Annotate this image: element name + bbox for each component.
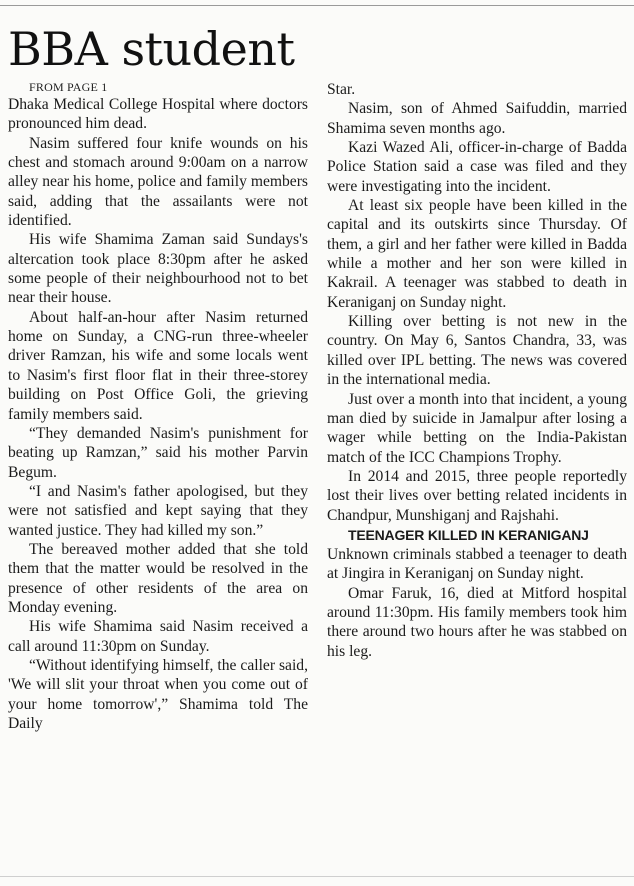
paragraph: Nasim suffered four knife wounds on his chest and stomach around 9:00am on a narrow alley near his home, police and family members said, adding that the assailants were not identified.	[8, 134, 308, 230]
paragraph: “Without identifying himself, the caller said, 'We will slit your throat when you come out of your home tomorrow',” Shamima told The Daily	[8, 656, 308, 732]
paragraph: At least six people have been killed in the capital and its outskirts since Thursday. Of them, a girl and her father were killed in Badda while a mother and her son were killed in Kakrail. A teenager was stabbed to death in Keraniganj on Sunday night.	[327, 197, 627, 311]
paragraph: “They demanded Nasim's punishment for beating up Ramzan,” said his mother Parvin Begum.	[8, 424, 308, 481]
bottom-rule	[0, 876, 634, 877]
paragraph: In 2014 and 2015, three people reportedly lost their lives over betting related incidents in Chandpur, Munshiganj and Rajshahi.	[327, 467, 627, 524]
paragraph: Star.	[327, 81, 356, 98]
paragraph: About half-an-hour after Nasim returned home on Sunday, a CNG-run three-wheeler driver Ramzan, his wife and some locals went to Nasim's first floor flat in their three-storey building on Post Office Goli, the grieving family members said.	[8, 308, 308, 423]
paragraph: Unknown criminals stabbed a teenager to death at Jingira in Keraniganj on Sunday night.	[327, 545, 627, 583]
paragraph: Dhaka Medical College Hospital where doctors pronounced him dead.	[8, 96, 308, 133]
continued-from-kicker: FROM PAGE 1	[29, 80, 108, 94]
paragraph: “I and Nasim's father apologised, but they were not satisfied and kept saying that they wanted justice. They had killed my son.”	[8, 482, 308, 539]
column-left	[8, 80, 308, 733]
paragraph: Nasim, son of Ahmed Saifuddin, married Shamima seven months ago.	[327, 100, 627, 137]
paragraph: Omar Faruk, 16, died at Mitford hospital around 11:30pm. His family members took him there around two hours after he was stabbed on his leg.	[327, 584, 627, 660]
top-rule	[0, 0, 634, 6]
paragraph: His wife Shamima Zaman said Sundays's altercation took place 8:30pm after he asked some people of their neighbourhood not to bet near their house.	[8, 231, 308, 307]
paragraph: His wife Shamima said Nasim received a call around 11:30pm on Sunday.	[8, 618, 308, 655]
paragraph: Just over a month into that incident, a young man died by suicide in Jamalpur after losing a wager while betting on the India-Pakistan match of the ICC Champions Trophy.	[327, 390, 627, 466]
paragraph: Killing over betting is not new in the country. On May 6, Santos Chandra, 33, was killed over IPL betting. The news was covered in the international media.	[327, 313, 627, 389]
paragraph: The bereaved mother added that she told them that the matter would be resolved in the presence of other residents of the area on Monday evening.	[8, 540, 308, 616]
paragraph: Kazi Wazed Ali, officer-in-charge of Badda Police Station said a case was filed and they were investigating into the incident.	[327, 139, 627, 195]
column-right	[327, 80, 627, 661]
headline: BBA student	[8, 22, 295, 76]
section-subhead: TEENAGER KILLED IN KERANIGANJ	[348, 526, 589, 543]
